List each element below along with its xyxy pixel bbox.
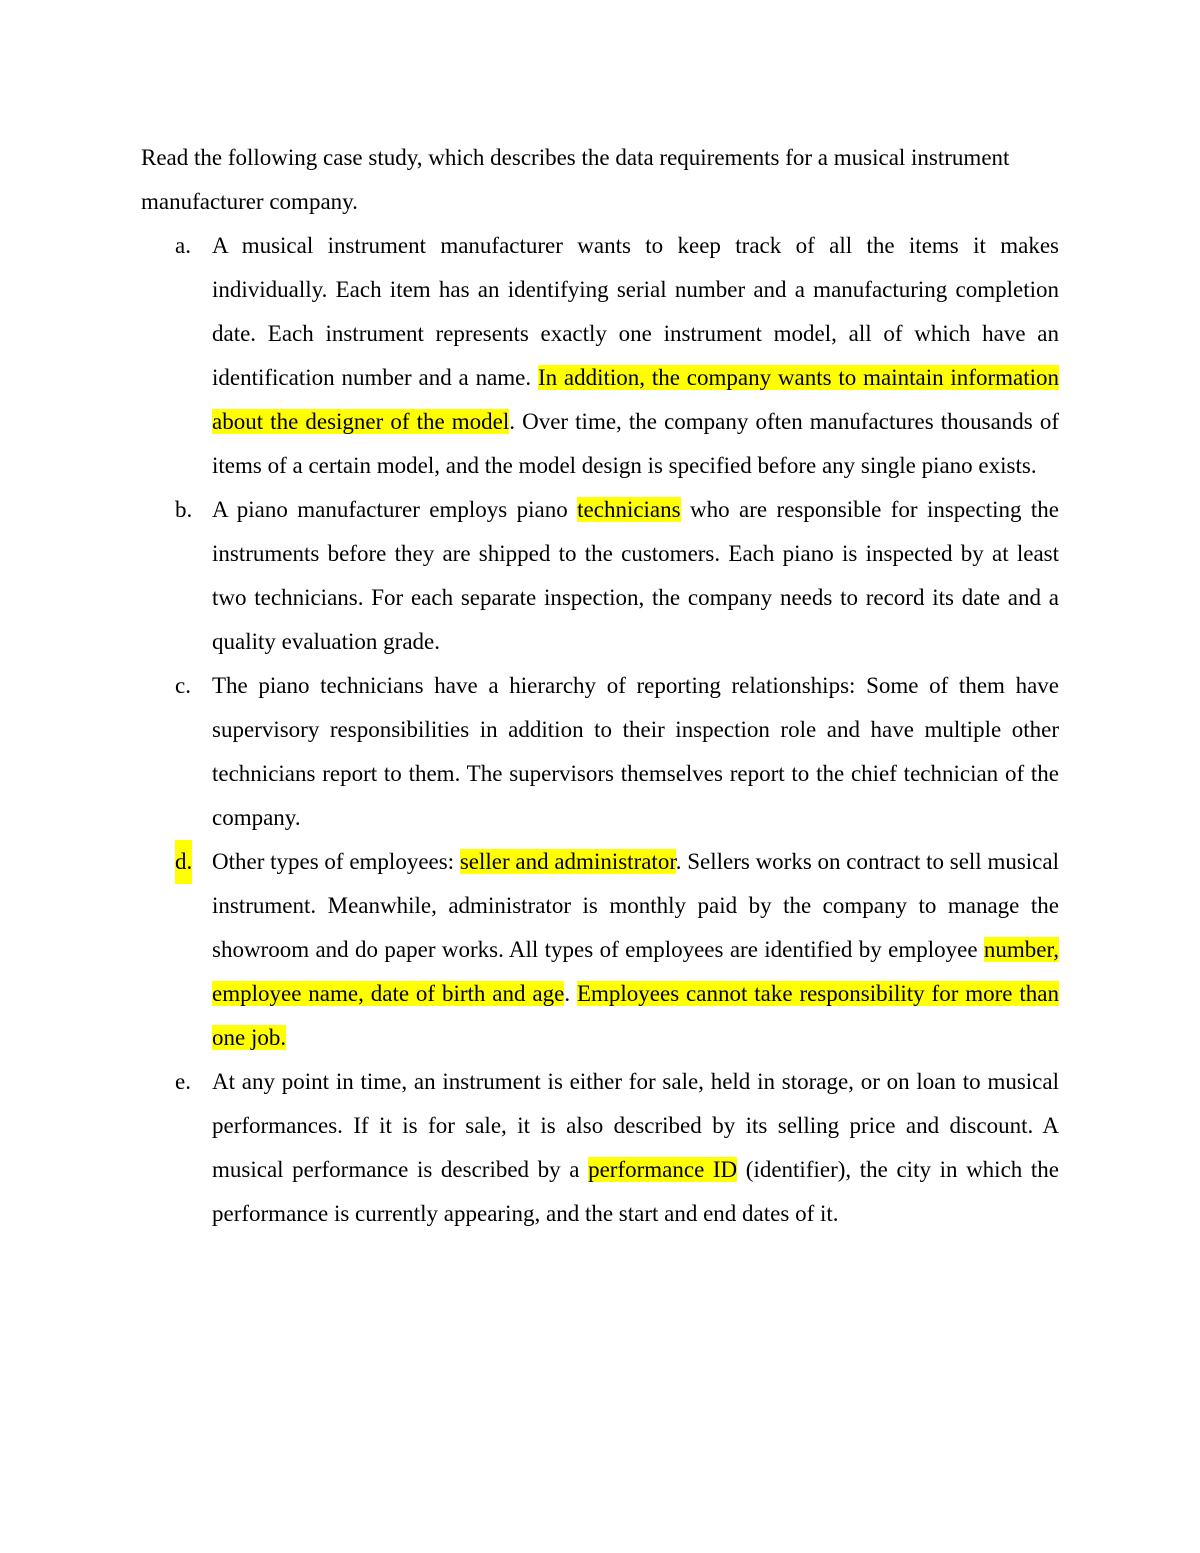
text-segment: . — [564, 981, 577, 1006]
text-segment: . Over time, the company often manufactures thousands of items of a certain model, and the model design is specified before any single piano exists. — [212, 409, 1059, 478]
list-marker-highlighted: d. — [175, 840, 192, 884]
text-segment: A musical instrument manufacturer wants to keep track of all the items it makes individually. Each item has an identifying serial number and a manufacturing completion date. Each instrument represents exactly one instrument model, all of which have an identification number and a name. — [212, 233, 1059, 390]
document-page — [141, 136, 1059, 1236]
list-marker: b. — [175, 497, 193, 522]
text-segment: The piano technicians have a hierarchy of reporting relationships: Some of them have supervisory responsibilities in addition to their inspection role and have multiple other technicians report to them. The supervisors themselves report to the chief technician of the company. — [212, 673, 1059, 830]
item-text — [212, 1069, 1059, 1226]
intro-paragraph: Read the following case study, which describes the data requirements for a musical instrument manufacturer company. — [141, 145, 1010, 214]
highlighted-segment: In addition, the company wants to maintain information about the designer of the model — [212, 365, 1059, 434]
list-marker: c. — [175, 673, 191, 698]
text-segment: . Sellers works on contract to sell musical instrument. Meanwhile, administrator is monthly paid by the company to manage the showroom and do paper works. All types of employees are identified by employee — [212, 849, 1059, 962]
text-segment: (identifier), the city in which the performance is currently appearing, and the start and end dates of it. — [212, 1157, 1059, 1226]
list-marker: a. — [175, 233, 191, 258]
list-item-e — [141, 1060, 1059, 1236]
highlighted-segment: seller and administrator — [459, 849, 676, 874]
list-item-a — [141, 224, 1059, 488]
item-text — [212, 497, 1059, 654]
text-segment: At any point in time, an instrument is either for sale, held in storage, or on loan to musical performances. If it is for sale, it is also described by its selling price and discount. A musical performance is described by a — [212, 1069, 1059, 1182]
list-item-d — [141, 840, 1059, 1060]
highlighted-segment: technicians — [577, 497, 681, 522]
text-segment: Other types of employees: — [212, 849, 460, 874]
item-text — [212, 849, 1059, 1050]
item-text — [212, 673, 1059, 830]
list-item-c — [141, 664, 1059, 840]
highlighted-segment: performance ID — [588, 1157, 738, 1182]
text-segment: A piano manufacturer employs piano — [212, 497, 578, 522]
list-marker: e. — [175, 1069, 191, 1094]
item-text — [212, 233, 1059, 478]
highlighted-segment: number, employee name, date of birth and age — [212, 937, 1059, 1006]
text-segment: who are responsible for inspecting the instruments before they are shipped to the customers. Each piano is inspected by at least two technicians. For each separate inspection, the company needs to record its date and a quality evaluation grade. — [212, 497, 1059, 654]
case-study-list — [141, 224, 1059, 1236]
list-item-b — [141, 488, 1059, 664]
highlighted-segment: Employees cannot take responsibility for more than one job. — [212, 981, 1059, 1050]
